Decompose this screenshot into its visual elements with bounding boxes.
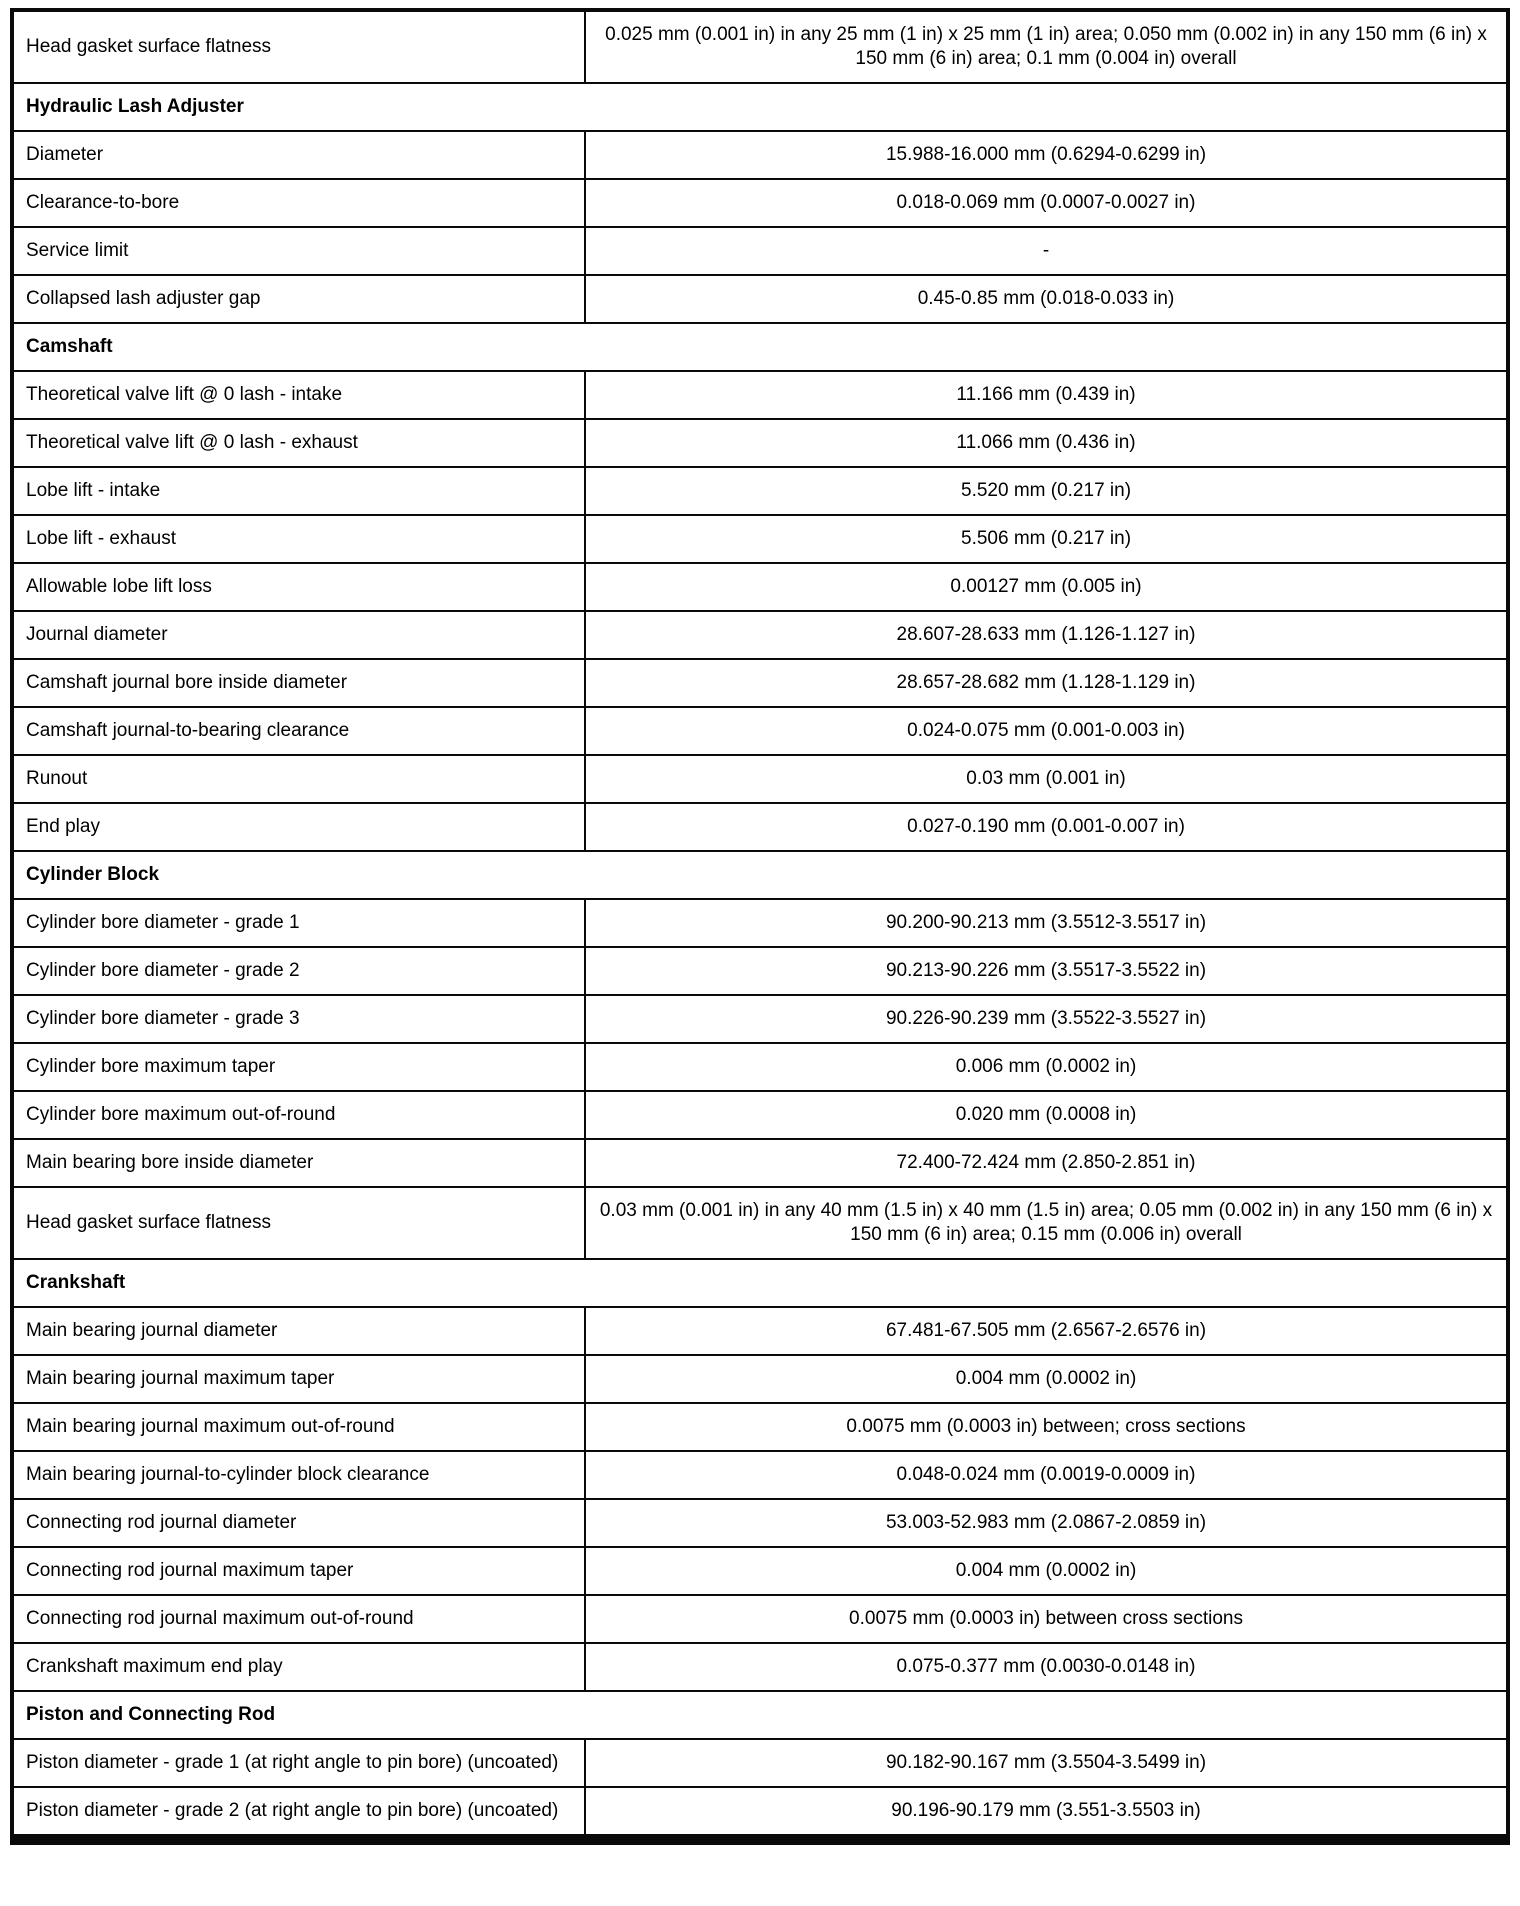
table-row — [12, 1307, 1508, 1355]
table-row — [12, 275, 1508, 323]
spec-label: Connecting rod journal maximum taper — [12, 1547, 585, 1595]
spec-label: Main bearing journal diameter — [12, 1307, 585, 1355]
table-row — [12, 1643, 1508, 1691]
spec-value: 90.200-90.213 mm (3.5512-3.5517 in) — [585, 899, 1508, 947]
section-header: Piston and Connecting Rod — [12, 1691, 1508, 1739]
spec-label: Piston diameter - grade 2 (at right angle to pin bore) (uncoated) — [12, 1787, 585, 1840]
spec-label: Camshaft journal bore inside diameter — [12, 659, 585, 707]
table-row — [12, 1547, 1508, 1595]
spec-value: 90.226-90.239 mm (3.5522-3.5527 in) — [585, 995, 1508, 1043]
table-row — [12, 1595, 1508, 1643]
spec-value: 0.048-0.024 mm (0.0019-0.0009 in) — [585, 1451, 1508, 1499]
spec-label: Main bearing bore inside diameter — [12, 1139, 585, 1187]
spec-label: Crankshaft maximum end play — [12, 1643, 585, 1691]
spec-label: Collapsed lash adjuster gap — [12, 275, 585, 323]
spec-value: 0.006 mm (0.0002 in) — [585, 1043, 1508, 1091]
table-row — [12, 371, 1508, 419]
table-row — [12, 227, 1508, 275]
table-row — [12, 131, 1508, 179]
table-row — [12, 659, 1508, 707]
table-row — [12, 899, 1508, 947]
table-row — [12, 467, 1508, 515]
spec-value: 0.004 mm (0.0002 in) — [585, 1355, 1508, 1403]
spec-label: End play — [12, 803, 585, 851]
section-row — [12, 1691, 1508, 1739]
table-row — [12, 1187, 1508, 1259]
spec-label: Theoretical valve lift @ 0 lash - intake — [12, 371, 585, 419]
spec-label: Piston diameter - grade 1 (at right angle to pin bore) (uncoated) — [12, 1739, 585, 1787]
spec-value: 0.075-0.377 mm (0.0030-0.0148 in) — [585, 1643, 1508, 1691]
spec-value: 0.00127 mm (0.005 in) — [585, 563, 1508, 611]
spec-value: 5.520 mm (0.217 in) — [585, 467, 1508, 515]
spec-value: 0.0075 mm (0.0003 in) between cross sections — [585, 1595, 1508, 1643]
spec-value: 67.481-67.505 mm (2.6567-2.6576 in) — [585, 1307, 1508, 1355]
spec-value: 5.506 mm (0.217 in) — [585, 515, 1508, 563]
spec-label: Main bearing journal-to-cylinder block clearance — [12, 1451, 585, 1499]
section-row — [12, 851, 1508, 899]
spec-label: Cylinder bore diameter - grade 2 — [12, 947, 585, 995]
section-header: Crankshaft — [12, 1259, 1508, 1307]
spec-label: Cylinder bore maximum taper — [12, 1043, 585, 1091]
spec-label: Main bearing journal maximum out-of-round — [12, 1403, 585, 1451]
table-row — [12, 1139, 1508, 1187]
table-row — [12, 1739, 1508, 1787]
spec-label: Main bearing journal maximum taper — [12, 1355, 585, 1403]
spec-value: 0.027-0.190 mm (0.001-0.007 in) — [585, 803, 1508, 851]
spec-label: Journal diameter — [12, 611, 585, 659]
table-row — [12, 803, 1508, 851]
spec-value: 0.018-0.069 mm (0.0007-0.0027 in) — [585, 179, 1508, 227]
table-row — [12, 611, 1508, 659]
spec-value: 53.003-52.983 mm (2.0867-2.0859 in) — [585, 1499, 1508, 1547]
section-header: Camshaft — [12, 323, 1508, 371]
spec-value: 90.213-90.226 mm (3.5517-3.5522 in) — [585, 947, 1508, 995]
table-row — [12, 707, 1508, 755]
spec-label: Head gasket surface flatness — [12, 1187, 585, 1259]
spec-label: Cylinder bore diameter - grade 3 — [12, 995, 585, 1043]
table-row — [12, 563, 1508, 611]
spec-value: 15.988-16.000 mm (0.6294-0.6299 in) — [585, 131, 1508, 179]
spec-value: 11.066 mm (0.436 in) — [585, 419, 1508, 467]
spec-value: 0.45-0.85 mm (0.018-0.033 in) — [585, 275, 1508, 323]
spec-value: 0.0075 mm (0.0003 in) between; cross sections — [585, 1403, 1508, 1451]
spec-label: Allowable lobe lift loss — [12, 563, 585, 611]
spec-value: - — [585, 227, 1508, 275]
table-row — [12, 179, 1508, 227]
table-row — [12, 1043, 1508, 1091]
table-row — [12, 755, 1508, 803]
spec-label: Cylinder bore diameter - grade 1 — [12, 899, 585, 947]
spec-label: Runout — [12, 755, 585, 803]
table-row — [12, 1787, 1508, 1840]
section-row — [12, 83, 1508, 131]
spec-value: 72.400-72.424 mm (2.850-2.851 in) — [585, 1139, 1508, 1187]
spec-label: Connecting rod journal maximum out-of-round — [12, 1595, 585, 1643]
table-row — [12, 1403, 1508, 1451]
table-row — [12, 10, 1508, 83]
table-row — [12, 1451, 1508, 1499]
spec-value: 0.025 mm (0.001 in) in any 25 mm (1 in) x 25 mm (1 in) area; 0.050 mm (0.002 in) in any 150 mm (6 in) x 150 mm (6 in) area; 0.1 mm (0.004 in) overall — [585, 10, 1508, 83]
section-header: Cylinder Block — [12, 851, 1508, 899]
spec-value: 0.03 mm (0.001 in) in any 40 mm (1.5 in) x 40 mm (1.5 in) area; 0.05 mm (0.002 in) in any 150 mm (6 in) x 150 mm (6 in) area; 0.15 mm (0.006 in) overall — [585, 1187, 1508, 1259]
spec-label: Diameter — [12, 131, 585, 179]
table-row — [12, 1355, 1508, 1403]
spec-label: Clearance-to-bore — [12, 179, 585, 227]
table-row — [12, 1499, 1508, 1547]
table-row — [12, 1091, 1508, 1139]
spec-value: 0.004 mm (0.0002 in) — [585, 1547, 1508, 1595]
spec-value: 28.607-28.633 mm (1.126-1.127 in) — [585, 611, 1508, 659]
spec-label: Lobe lift - intake — [12, 467, 585, 515]
spec-table-body — [12, 10, 1508, 1840]
table-row — [12, 515, 1508, 563]
spec-value: 90.182-90.167 mm (3.5504-3.5499 in) — [585, 1739, 1508, 1787]
spec-label: Head gasket surface flatness — [12, 10, 585, 83]
spec-value: 0.020 mm (0.0008 in) — [585, 1091, 1508, 1139]
section-row — [12, 323, 1508, 371]
spec-label: Camshaft journal-to-bearing clearance — [12, 707, 585, 755]
section-header: Hydraulic Lash Adjuster — [12, 83, 1508, 131]
spec-value: 28.657-28.682 mm (1.128-1.129 in) — [585, 659, 1508, 707]
spec-label: Theoretical valve lift @ 0 lash - exhaust — [12, 419, 585, 467]
table-row — [12, 995, 1508, 1043]
spec-value: 0.03 mm (0.001 in) — [585, 755, 1508, 803]
spec-value: 11.166 mm (0.439 in) — [585, 371, 1508, 419]
table-row — [12, 419, 1508, 467]
section-row — [12, 1259, 1508, 1307]
spec-label: Lobe lift - exhaust — [12, 515, 585, 563]
engine-specifications-table — [10, 8, 1510, 1845]
spec-label: Cylinder bore maximum out-of-round — [12, 1091, 585, 1139]
spec-value: 90.196-90.179 mm (3.551-3.5503 in) — [585, 1787, 1508, 1840]
table-row — [12, 947, 1508, 995]
spec-label: Connecting rod journal diameter — [12, 1499, 585, 1547]
spec-value: 0.024-0.075 mm (0.001-0.003 in) — [585, 707, 1508, 755]
spec-label: Service limit — [12, 227, 585, 275]
